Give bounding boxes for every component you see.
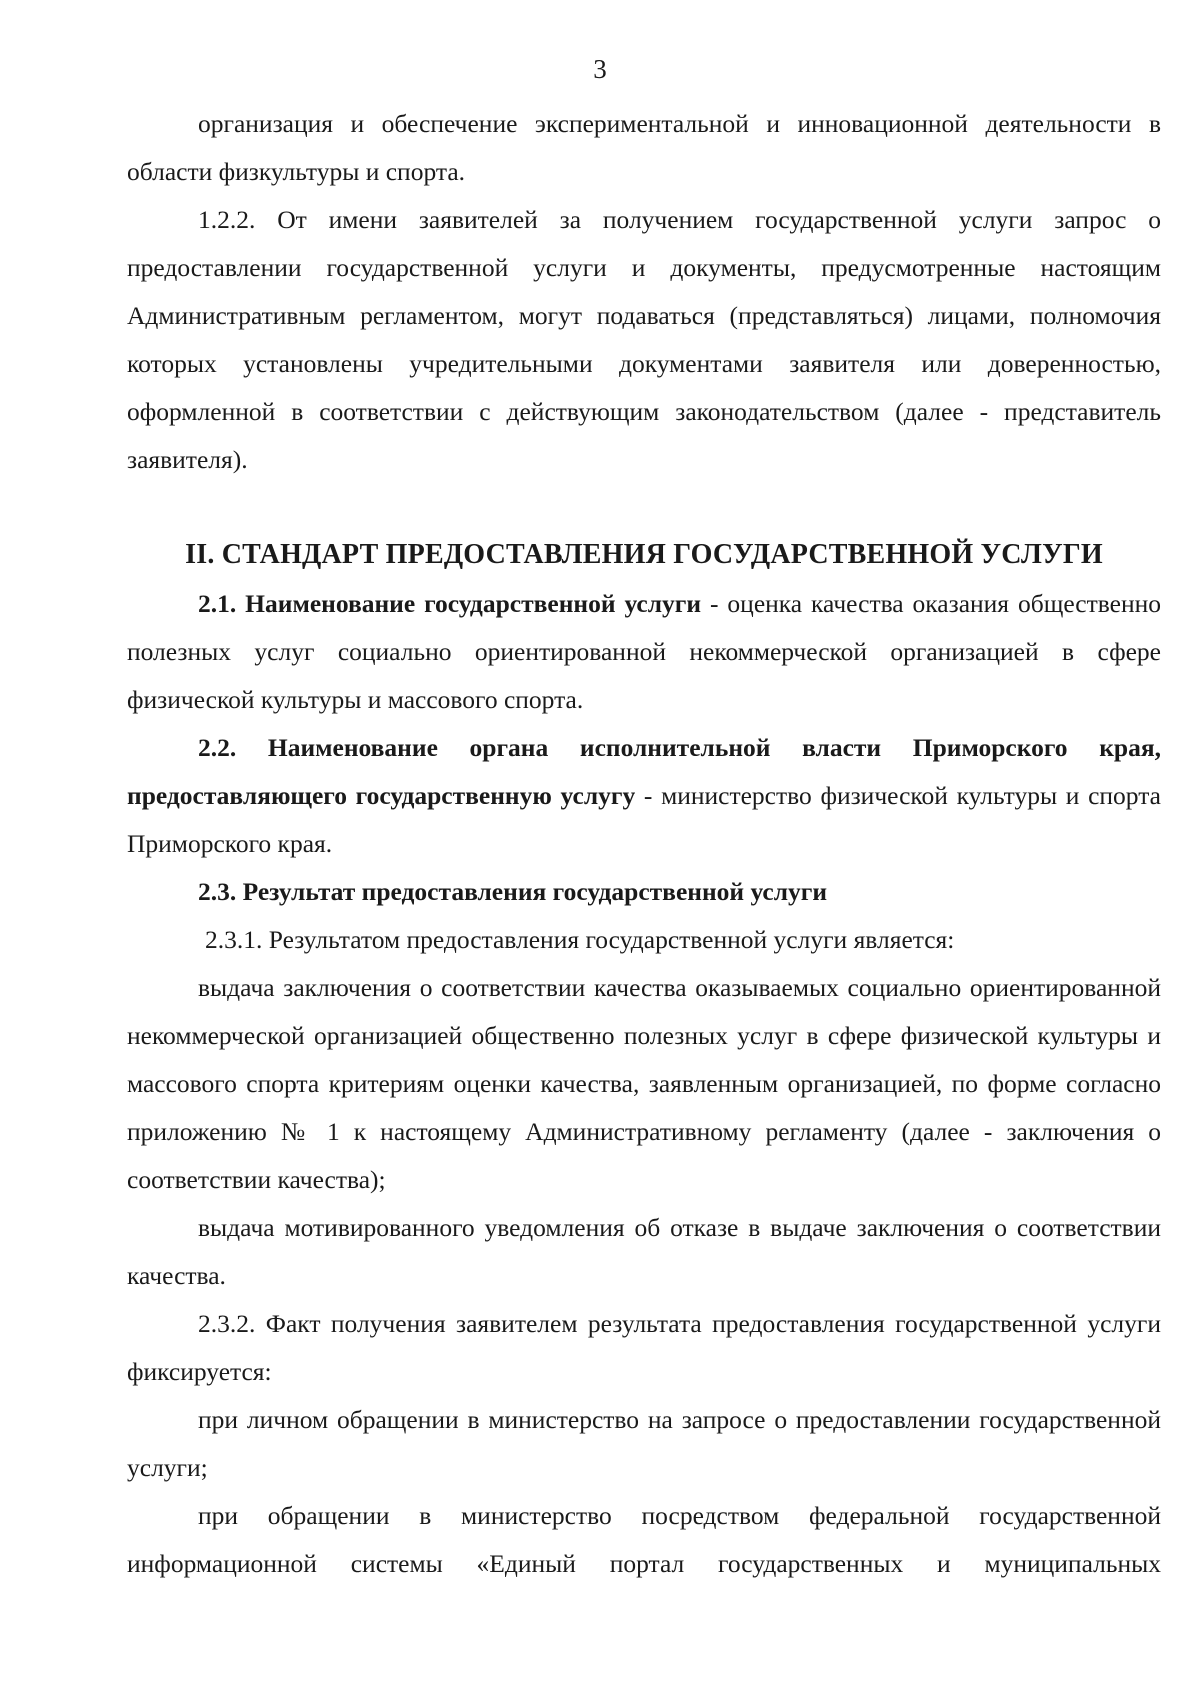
paragraph-2-2	[127, 724, 1161, 868]
paragraph-personal-appeal: при личном обращении в министерство на запросе о предоставлении государственной услуги;	[127, 1405, 1161, 1482]
paragraph-2-1	[127, 580, 1161, 724]
document-body	[127, 100, 1161, 1588]
paragraph-2-2-heading: 2.2. Наименование органа исполнительной власти Приморского края, предоставляющего государственную услугу	[127, 733, 1161, 810]
paragraph-2-2-text: - министерство физической культуры и спорта Приморского края.	[127, 781, 1161, 858]
paragraph-continuation: организация и обеспечение экспериментальной и инновационной деятельности в области физкультуры и спорта.	[127, 109, 1161, 186]
paragraph-result-refusal: выдача мотивированного уведомления об отказе в выдаче заключения о соответствии качества.	[127, 1213, 1161, 1290]
paragraph-result-conclusion: выдача заключения о соответствии качества оказываемых социально ориентированной некоммерческой организацией общественно полезных услуг в сфере физической культуры и массового спорта критериям оценки качества, заявленным организацией, по форме согласно приложению № 1 к настоящему Административному регламенту (далее - заключения о соответствии качества);	[127, 973, 1161, 1194]
paragraph-1-2-2: 1.2.2. От имени заявителей за получением государственной услуги запрос о предоставлении государственной услуги и документы, предусмотренные настоящим Административным регламентом, могут подаваться (представляться) лицами, полномочия которых установлены учредительными документами заявителя или доверенностью, оформленной в соответствии с действующим законодательством (далее - представитель заявителя).	[127, 205, 1161, 474]
paragraph-2-1-text: - оценка качества оказания общественно полезных услуг социально ориентированной некоммерческой организацией в сфере физической культуры и массового спорта.	[127, 589, 1161, 714]
paragraph-2-1-heading: 2.1. Наименование государственной услуги	[198, 589, 702, 618]
section-title: II. СТАНДАРТ ПРЕДОСТАВЛЕНИЯ ГОСУДАРСТВЕННОЙ УСЛУГИ	[185, 539, 1103, 570]
paragraph-2-3-heading: 2.3. Результат предоставления государственной услуги	[198, 877, 828, 906]
paragraph-portal-appeal: при обращении в министерство посредством федеральной государственной информационной системы «Единый портал государственных и муниципальных	[127, 1501, 1161, 1578]
paragraph-2-3-2: 2.3.2. Факт получения заявителем результата предоставления государственной услуги фиксируется:	[127, 1309, 1161, 1386]
page-number: 3	[593, 54, 607, 84]
paragraph-2-3-1: 2.3.1. Результатом предоставления государственной услуги является:	[205, 925, 955, 954]
